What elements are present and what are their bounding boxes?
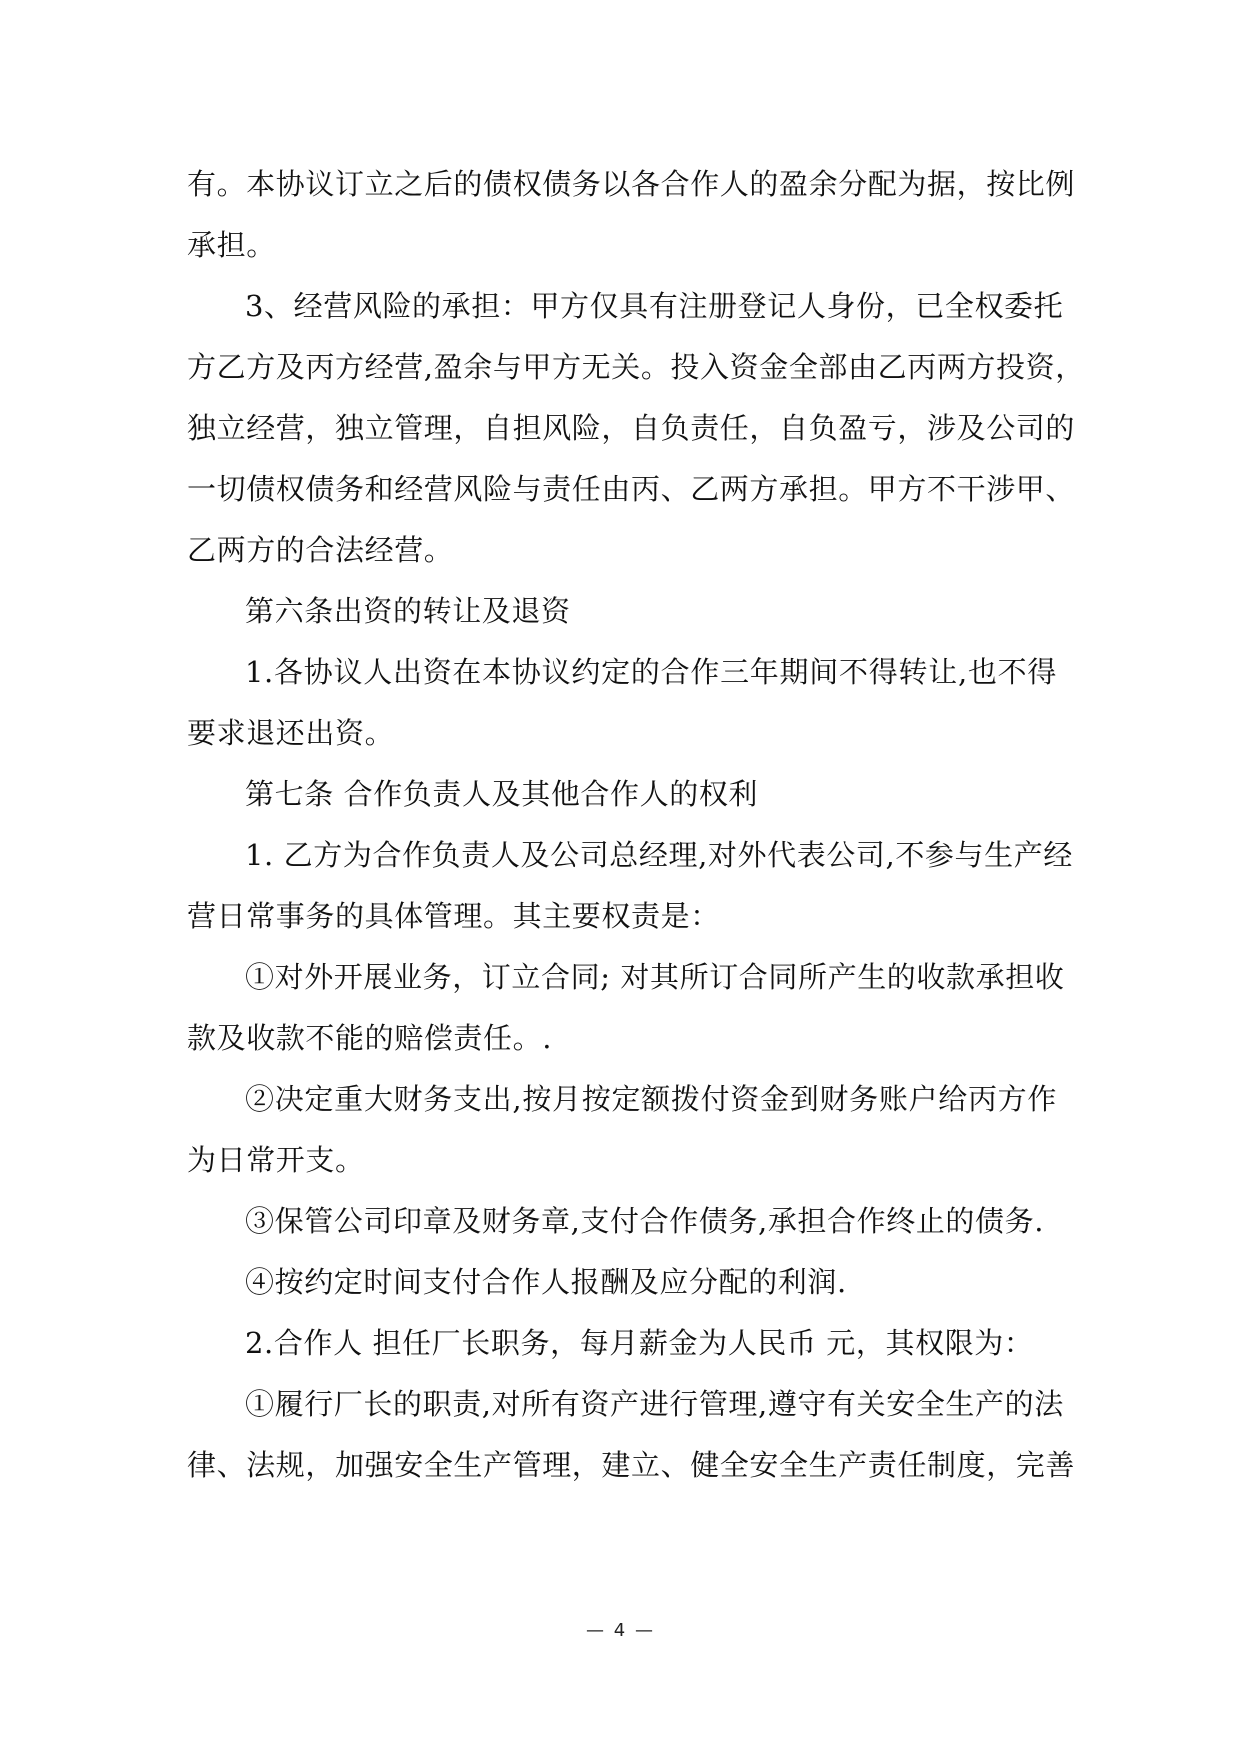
text-line: ①履行厂长的职责,对所有资产进行管理,遵守有关安全生产的法 bbox=[245, 1387, 1064, 1421]
text-line: ②决定重大财务支出,按月按定额拨付资金到财务账户给丙方作 bbox=[245, 1082, 1057, 1116]
text-line: ①对外开展业务，订立合同; 对其所订合同所产生的收款承担收 bbox=[245, 960, 1065, 994]
section-heading: 第七条 合作负责人及其他合作人的权利 bbox=[245, 777, 759, 811]
text-line: 3、经营风险的承担：甲方仅具有注册登记人身份，已全权委托 bbox=[245, 289, 1064, 323]
text-line: 有。本协议订立之后的债权债务以各合作人的盈余分配为据，按比例 bbox=[187, 167, 1076, 201]
text-line: 独立经营，独立管理，自担风险，自负责任，自负盈亏，涉及公司的 bbox=[187, 411, 1076, 445]
text-line: 为日常开支。 bbox=[187, 1143, 365, 1177]
text-line: 要求退还出资。 bbox=[187, 716, 395, 750]
text-line: 款及收款不能的赔偿责任。. bbox=[187, 1021, 553, 1055]
document-body bbox=[187, 154, 1085, 1496]
text-line: 1.各协议人出资在本协议约定的合作三年期间不得转让,也不得 bbox=[245, 655, 1057, 689]
text-line: 一切债权债务和经营风险与责任由丙、乙两方承担。甲方不干涉甲、 bbox=[187, 472, 1076, 506]
text-line: ③保管公司印章及财务章,支付合作债务,承担合作终止的债务. bbox=[245, 1204, 1045, 1238]
text-line: 营日常事务的具体管理。其主要权责是： bbox=[187, 899, 720, 933]
page-number: — 4 — bbox=[586, 1620, 655, 1641]
text-line: 方乙方及丙方经营,盈余与甲方无关。投入资金全部由乙丙两方投资， bbox=[187, 350, 1085, 384]
text-line: 承担。 bbox=[187, 228, 276, 262]
text-line: 律、法规，加强安全生产管理，建立、健全安全生产责任制度，完善 bbox=[187, 1448, 1076, 1482]
text-line: 2.合作人 担任厂长职务，每月薪金为人民币 元，其权限为： bbox=[245, 1326, 1034, 1360]
text-line: 乙两方的合法经营。 bbox=[187, 533, 454, 567]
text-line: 1. 乙方为合作负责人及公司总经理,对外代表公司,不参与生产经 bbox=[245, 838, 1073, 872]
text-line: ④按约定时间支付合作人报酬及应分配的利润. bbox=[245, 1265, 847, 1299]
section-heading: 第六条出资的转让及退资 bbox=[245, 594, 571, 628]
